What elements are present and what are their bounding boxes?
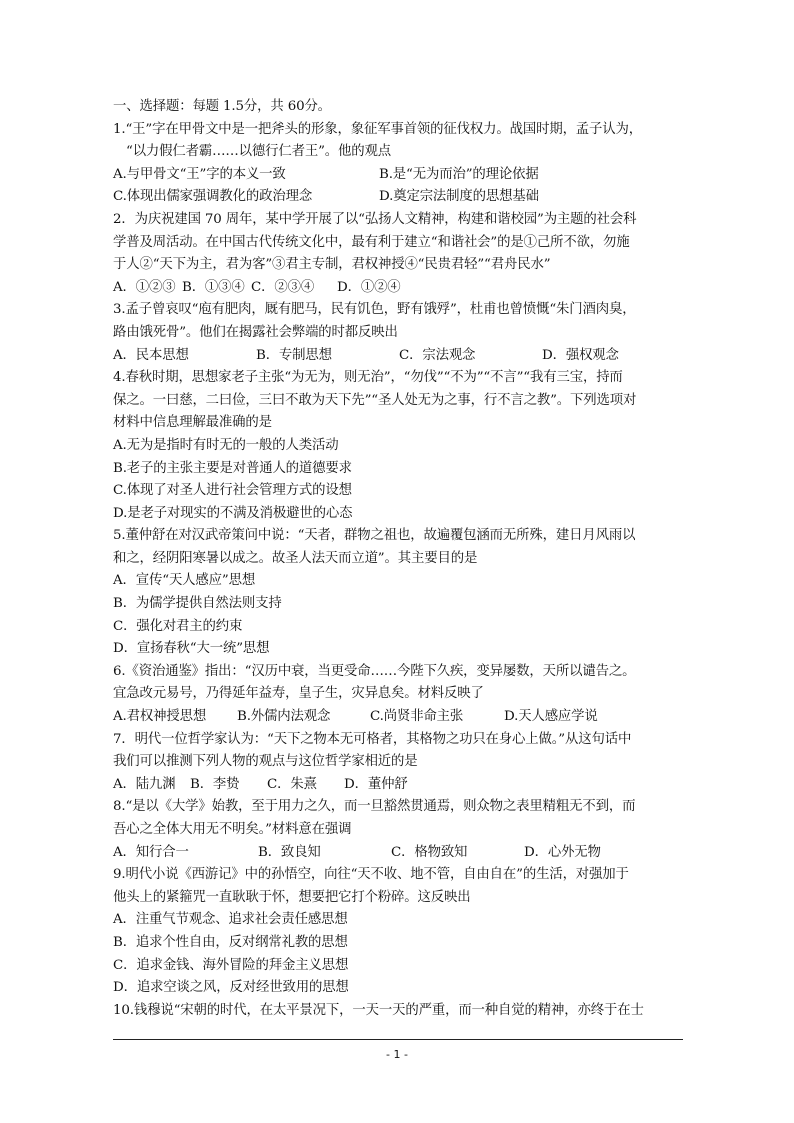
question-9-option-b: B．追求个性自由，反对纲常礼教的思想 — [113, 934, 348, 950]
question-5-stem: 5.董仲舒在对汉武帝策问中说：“天者，群物之祖也，故遍覆包涵而无所殊，建日月风雨以 — [113, 528, 636, 544]
option-b: B.外儒内法观念 — [237, 709, 331, 725]
question-4-option-d: D.是老子对现实的不满及消极避世的心态 — [113, 505, 353, 521]
option-c: C．宗法观念 — [399, 347, 476, 363]
question-3-options — [113, 345, 685, 368]
option-a: A．陆九渊 — [113, 776, 176, 792]
question-content — [113, 96, 685, 1022]
question-4-stem: 4.春秋时期，思想家老子主张“为无为，则无治”，“勿伐”“不为”“不言”“我有三宝，持而 — [113, 370, 623, 386]
question-7-stem: 7．明代一位哲学家认为：“天下之物本无可格者，其格物之功只在身心上做。”从这句话中 — [113, 731, 632, 747]
question-2-stem: 学普及周活动。在中国古代传统文化中，最有利于建立“和谐社会”的是①己所不欲，勿施 — [113, 234, 630, 250]
page-number: - 1 - — [386, 1048, 408, 1061]
question-8-options — [113, 842, 685, 865]
option-a: A.与甲骨文“王”字的本义一致 — [113, 166, 286, 182]
question-2-stem: 2．为庆祝建国 70 周年，某中学开展了以“弘扬人文精神，构建和谐校园”为主题的社会科 — [113, 211, 637, 227]
question-8-stem: 吾心之全体大用无不明矣。”材料意在强调 — [113, 822, 352, 837]
option-b: B.是“无为而治”的理论依据 — [379, 166, 539, 182]
question-1-stem: “以力假仁者霸……以德行仁者王”。他的观点 — [126, 144, 391, 160]
question-4-option-b: B.老子的主张主要是对普通人的道德要求 — [113, 460, 352, 476]
option-d: D.奠定宗法制度的思想基础 — [379, 189, 539, 205]
question-3-stem: 3.孟子曾哀叹“庖有肥肉，厩有肥马，民有饥色，野有饿殍”，杜甫也曾愤慨“朱门酒肉臭， — [113, 302, 636, 318]
question-9-option-a: A．注重气节观念、追求社会责任感思想 — [113, 912, 348, 928]
question-10-stem: 10.钱穆说“宋朝的时代，在太平景况下，一天一天的严重，而一种自觉的精神，亦终于在士 — [113, 1002, 644, 1018]
question-4-stem: 材料中信息理解最准确的是 — [113, 415, 272, 431]
option-b: B．专制思想 — [256, 347, 332, 363]
option-c: C．②③④ — [251, 279, 315, 295]
option-a: A.君权神授思想 — [113, 709, 207, 725]
question-3-stem: 路由饿死骨”。他们在揭露社会弊端的时都反映出 — [113, 324, 398, 340]
question-9-option-c: C．追求金钱、海外冒险的拜金主义思想 — [113, 957, 349, 973]
question-6-options — [113, 706, 685, 729]
option-d: D．董仲舒 — [344, 776, 408, 792]
question-4-option-c: C.体现了对圣人进行社会管理方式的设想 — [113, 483, 352, 499]
question-2-options — [113, 277, 685, 300]
option-b: B．致良知 — [258, 844, 321, 860]
question-4-option-a: A.无为是指时有时无的一般的人类活动 — [113, 437, 339, 453]
question-5-stem: 和之，经阴阳寒暑以成之。故圣人法天而立道”。其主要目的是 — [113, 550, 478, 566]
option-b: B．李贽 — [190, 776, 240, 792]
question-1-options — [113, 164, 685, 187]
question-5-option-a: A．宣传“天人感应”思想 — [113, 573, 256, 589]
footer-divider — [113, 1039, 683, 1040]
option-b: B．①③④ — [182, 279, 245, 295]
question-9-stem: 9.明代小说《西游记》中的孙悟空，向往“天不收、地不管，自由自在”的生活，对强加于 — [113, 867, 629, 883]
option-a: A．民本思想 — [113, 347, 189, 363]
question-9-stem: 他头上的紧箍咒一直耿耿于怀，想要把它打个粉碎。这反映出 — [113, 889, 471, 905]
option-c: C．朱熹 — [267, 776, 317, 792]
question-7-options — [113, 774, 685, 797]
question-7-stem: 我们可以推测下列人物的观点与这位哲学家相近的是 — [113, 754, 418, 770]
option-c: C．格物致知 — [391, 844, 468, 860]
option-a: A．①②③ — [113, 279, 176, 295]
question-5-option-b: B．为儒学提供自然法则支持 — [113, 596, 282, 612]
option-c: C.尚贤非命主张 — [370, 709, 464, 725]
option-c: C.体现出儒家强调教化的政治理念 — [113, 189, 313, 205]
option-d: D．心外无物 — [524, 844, 601, 860]
option-d: D．①②④ — [337, 279, 401, 295]
question-1-options — [113, 186, 685, 209]
question-6-stem: 宜急改元易号，乃得延年益寿，皇子生，灾异息矣。材料反映了 — [113, 686, 484, 702]
question-6-stem: 6.《资治通鉴》指出：“汉历中衰，当更受命……今陛下久疾，变异屡数，天所以谴告之。 — [113, 663, 636, 679]
question-2-stem: 于人②“天下为主，君为客”③君主专制，君权神授④“民贵君轻”“君舟民水” — [113, 257, 551, 273]
option-d: D.天人感应学说 — [504, 709, 598, 725]
option-a: A．知行合一 — [113, 844, 189, 860]
option-d: D．强权观念 — [542, 347, 619, 363]
question-8-stem: 8.“是以《大学》始教，至于用力之久，而一旦豁然贯通焉，则众物之表里精粗无不到，而 — [113, 799, 636, 815]
question-5-option-d: D．宣扬春秋“大一统”思想 — [113, 641, 270, 657]
section-title: 一、选择题：每题 1.5分，共 60分。 — [113, 99, 331, 114]
question-5-option-c: C．强化对君主的约束 — [113, 618, 243, 634]
question-4-stem: 保之。一曰慈，二曰俭，三曰不敢为天下先”“圣人处无为之事，行不言之教”。下列选项对 — [113, 392, 637, 408]
question-9-option-d: D．追求空谈之风，反对经世致用的思想 — [113, 980, 349, 996]
question-1-stem: 1.“王”字在甲骨文中是一把斧头的形象，象征军事首领的征伐权力。战国时期，孟子认为， — [113, 121, 643, 137]
